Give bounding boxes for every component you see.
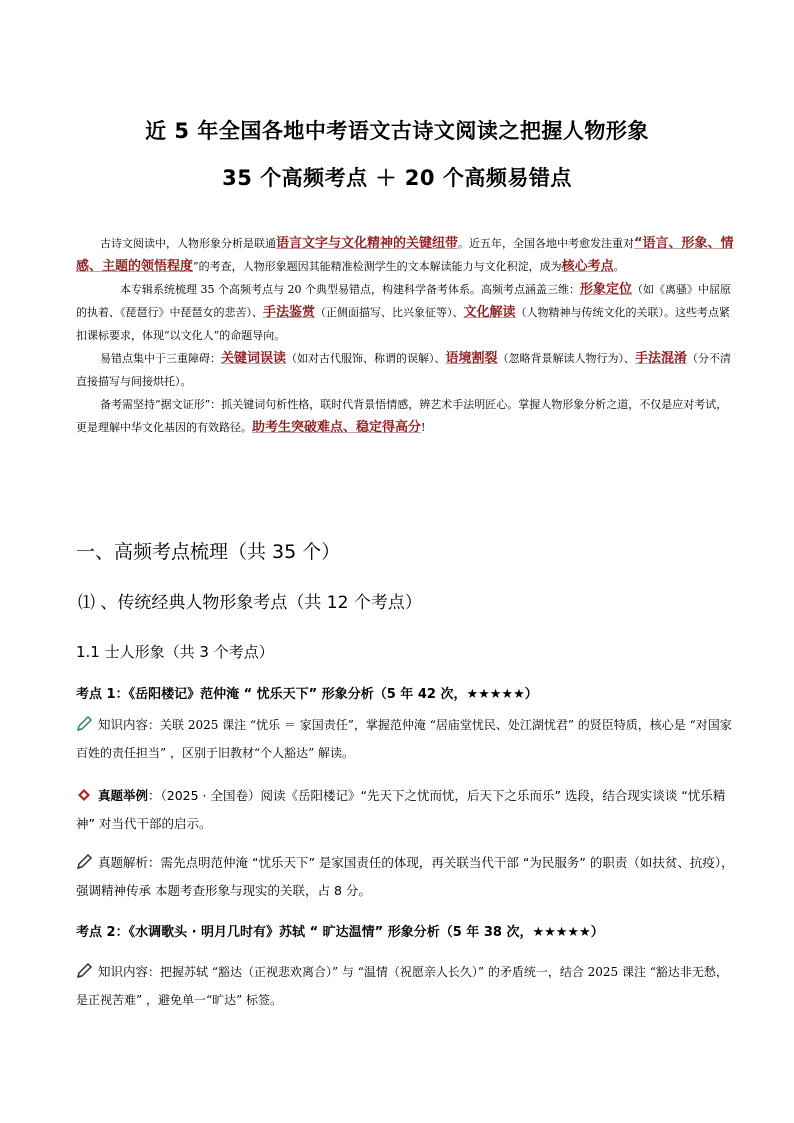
highlight-phrase: “语言、形象、情感、主题的领悟程度: [76, 236, 734, 274]
kp2-knowledge: [76, 958, 734, 1014]
highlight-phrase: 关键词误读: [221, 351, 287, 366]
kp1-knowledge: [76, 711, 734, 767]
intro-text: !: [421, 421, 426, 434]
knowledge-label: 知识内容: [98, 717, 149, 732]
knowledge-text: ：把握苏轼 “豁达（正视悲欢离合）” 与 “温情（祝愿亲人长久）” 的矛盾统一，结合 2025 课注 “豁达非无愁，是正视苦难” ，避免单一“旷达” 标签。: [76, 965, 728, 1007]
example-text: ：（2025 · 全国卷）阅读《岳阳楼记》“先天下之忧而忧，后天下之乐而乐” 选段，结合现实谈谈 “忧乐精神” 对当代干部的启示。: [76, 788, 726, 831]
intro-text: ”的考查，人物形象题因其能精准检测学生的文本解读能力与文化积淀，成为: [193, 260, 562, 273]
intro-text: 。: [613, 260, 625, 273]
intro-paragraph-4: [76, 393, 734, 439]
intro-text: 易错点集中于三重障碍：: [100, 352, 221, 365]
pencil-icon: [76, 961, 94, 977]
intro-text: （忽略背景解读人物行为）、: [497, 352, 636, 365]
knowledge-text: ：关联 2025 课注 “忧乐 ＝ 家国责任”，掌握范仲淹 “居庙堂忧民、处江湖忧君” 的贤臣特质，核心是 “对国家百姓的责任担当” ，区别于旧教材“个人豁达” 解读。: [76, 718, 732, 760]
intro-text: 本专辑系统梳理 35 个高频考点与 20 个典型易错点，构建科学备考体系。高频考点涵盖三维：: [120, 283, 580, 296]
section-heading-1: 一、高频考点梳理（共 35 个）: [76, 541, 341, 563]
analysis-text: ：需先点明范仲淹 “忧乐天下” 是家国责任的体现，再关联当代干部 “为民服务” 的职责（如扶贫、抗疫），强调精神传承 本题考查形象与现实的关联，占 8 分。: [76, 855, 734, 898]
intro-text: 备考需坚持“据文证形”：抓关键词句析性格，联时代背景悟情感，辨艺术手法明匠心。掌握人物形象分析之道，不仅是应对考试，更是理解中华文化基因的有效路径。: [76, 398, 728, 434]
intro-section: [76, 232, 734, 439]
intro-paragraph-3: [76, 347, 734, 393]
highlight-phrase: 手法鉴赏: [263, 305, 316, 320]
intro-paragraph-2: [76, 278, 734, 347]
pencil-icon: [76, 714, 94, 730]
example-label: 真题举例: [98, 788, 149, 803]
kp1-analysis: [76, 849, 734, 905]
intro-text: （分不清直接描写与间接烘托）。: [76, 352, 732, 388]
intro-text: （正侧面描写、比兴象征等）、: [315, 306, 464, 319]
section-heading-2: ⑴ 、传统经典人物形象考点（共 12 个考点）: [78, 593, 422, 613]
highlight-phrase: 文化解读: [463, 305, 516, 320]
highlight-phrase: 助考生突破难点、稳定得高分: [252, 420, 422, 435]
pencil-icon: [76, 852, 94, 868]
intro-text: 古诗文阅读中，人物形象分析是联通: [100, 237, 276, 250]
analysis-label: 真题解析: [98, 855, 149, 870]
highlight-phrase: 形象定位: [579, 282, 632, 297]
intro-paragraph-1: [76, 232, 734, 278]
intro-text: 。近五年，全国各地中考愈发注重对: [458, 237, 635, 250]
highlight-phrase: 核心考点: [561, 259, 614, 274]
section-heading-3: 1.1 士人形象（共 3 个考点）: [76, 643, 274, 661]
kp1-example: [76, 782, 734, 838]
intro-text: （如对古代服饰、称谓的误解）、: [286, 352, 446, 365]
highlight-phrase: 语境割裂: [445, 351, 498, 366]
diamond-icon: [76, 785, 94, 801]
kp2-title: 考点 2：《水调歌头 · 明月几时有》苏轼 “ 旷达温情” 形象分析（5 年 38 次，★★★★★）: [76, 925, 604, 940]
highlight-phrase: 手法混淆: [635, 351, 688, 366]
intro-text: （人物精神与传统文化的关联）。这些考点紧扣课标要求，体现“以文化人”的命题导向。: [76, 306, 731, 342]
knowledge-label: 知识内容: [98, 964, 149, 979]
highlight-phrase: 语言文字与文化精神的关键纽带: [276, 236, 459, 251]
document-title: 近 5 年全国各地中考语文古诗文阅读之把握人物形象: [145, 119, 649, 143]
document-subtitle: 35 个高频考点 ＋ 20 个高频易错点: [222, 166, 572, 190]
kp1-title: 考点 1：《岳阳楼记》范仲淹 “ 忧乐天下” 形象分析（5 年 42 次，★★★★★）: [76, 687, 538, 702]
intro-text: （如《离骚》中屈原的执着、《琵琶行》中琵琶女的悲苦）、: [76, 283, 731, 319]
